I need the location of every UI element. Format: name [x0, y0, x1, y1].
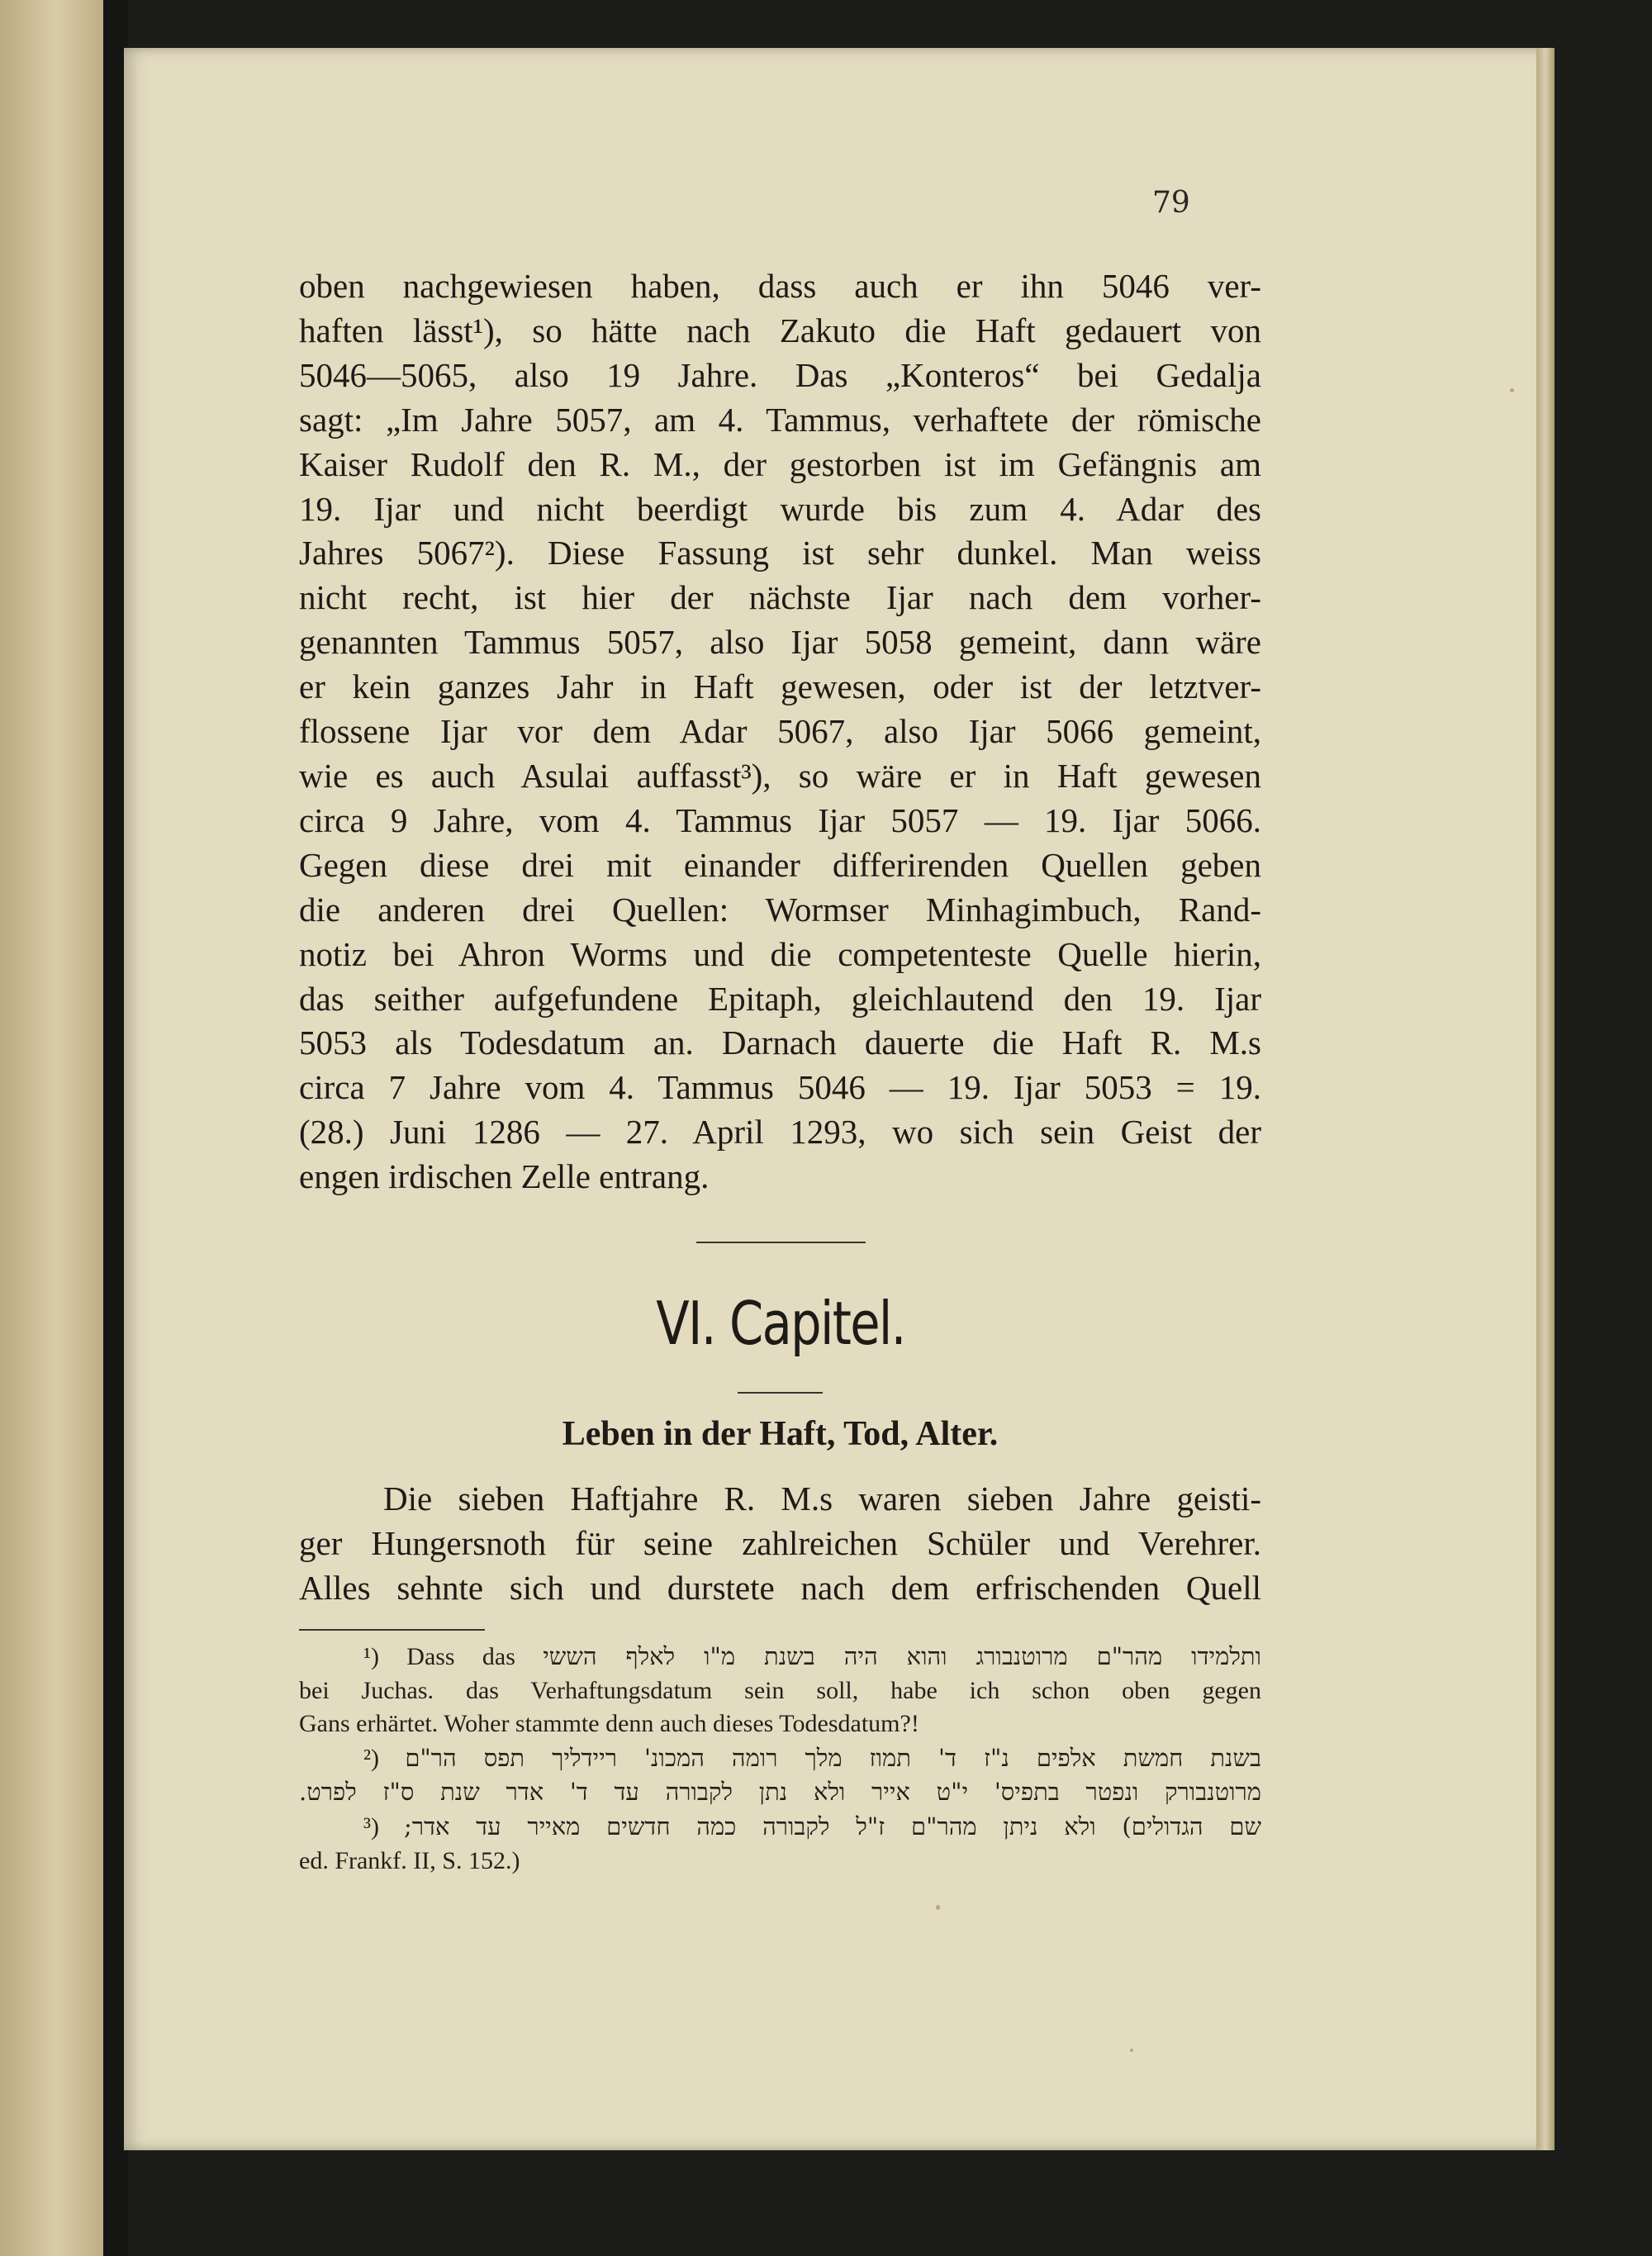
text-line: Kaiser Rudolf den R. M., der gestorben ist im Gefängnis am	[299, 444, 1261, 483]
footnote-divider	[299, 1629, 485, 1631]
footnote-3-line-1	[299, 1810, 1261, 1845]
page-number: 79	[1152, 186, 1190, 220]
text-line: Alles sehnte sich und durstete nach dem erfrischenden Quell	[299, 1569, 1261, 1607]
footnote-3-hebrew: שם הגדולים) ולא ניתן מהר"ם ז"ל לקבורה כמה חדשים מאייר עד אדר;	[404, 1812, 1262, 1840]
text-line: engen irdischen Zelle entrang.	[299, 1157, 710, 1196]
heading-divider	[738, 1392, 823, 1394]
text-line: wie es auch Asulai auffasst³), so wäre er in Haft gewesen	[299, 756, 1261, 795]
paragraph-main	[299, 264, 1261, 1199]
chapter-heading: VI. Capitel.	[656, 1289, 905, 1358]
footnote-2-hebrew-line-1: בשנת חמשת אלפים נ"ז ד' תמוז מלך רומה המכונ' ריידליך תפס הר"ם	[405, 1743, 1261, 1772]
text-line: sagt: „Im Jahre 5057, am 4. Tammus, verhaftete der römische	[299, 400, 1261, 439]
footnote-1-hebrew: ותלמידו מהר"ם מרוטנבורג והוא היה בשנת מ"ו לאלף הששי	[543, 1642, 1261, 1670]
footnote-3-marker: ³)	[363, 1812, 379, 1840]
footnote-2-hebrew-line-2: מרוטנבורק ונפטר בתפיס' י"ט אייר ולא נתן לקבורה עד ד' אדר שנת ס"ז לפרט.	[299, 1778, 1261, 1807]
text-line: ger Hungersnoth für seine zahlreichen Schüler und Verehrer.	[299, 1524, 1261, 1562]
footnote-3-line-2: ed. Frankf. II, S. 152.)	[299, 1846, 520, 1874]
text-line: oben nachgewiesen haben, dass auch er ihn 5046 ver-	[299, 267, 1261, 305]
text-line: die anderen drei Quellen: Wormser Minhagimbuch, Rand-	[299, 890, 1261, 929]
text-line: das seither aufgefundene Epitaph, gleichlautend den 19. Ijar	[299, 979, 1261, 1018]
text-line: er kein ganzes Jahr in Haft gewesen, oder ist der letztver-	[299, 667, 1261, 706]
text-line: genannten Tammus 5057, also Ijar 5058 gemeint, dann wäre	[299, 623, 1261, 662]
section-divider	[696, 1242, 866, 1243]
text-line: Jahres 5067²). Diese Fassung ist sehr dunkel. Man weiss	[299, 534, 1261, 572]
text-line: notiz bei Ahron Worms und die competenteste Quelle hierin,	[299, 934, 1261, 973]
footnote-1-text: Dass das	[406, 1643, 515, 1670]
footnote-1-line-1	[299, 1640, 1261, 1674]
footnote-2-marker: ²)	[363, 1744, 379, 1772]
text-line: 5046—5065, also 19 Jahre. Das „Konteros“ bei Gedalja	[299, 355, 1261, 394]
text-line: 19. Ijar und nicht beerdigt wurde bis zum 4. Adar des	[299, 489, 1261, 528]
left-page-margin	[0, 0, 103, 2256]
text-line: circa 9 Jahre, vom 4. Tammus Ijar 5057 — 19. Ijar 5066.	[299, 800, 1261, 839]
footnote-2-line-2	[299, 1775, 1261, 1810]
footnote-2-line-1	[299, 1741, 1261, 1776]
footnotes	[299, 1640, 1261, 1878]
footnote-1-line-2: bei Juchas. das Verhaftungsdatum sein soll, habe ich schon oben gegen	[299, 1676, 1261, 1704]
paper-spot	[1130, 2049, 1133, 2052]
text-line: Die sieben Haftjahre R. M.s waren sieben Jahre geisti-	[383, 1479, 1261, 1517]
footnote-1-line-3: Gans erhärtet. Woher stammte denn auch dieses Todesdatum?!	[299, 1710, 919, 1738]
text-line: haften lässt¹), so hätte nach Zakuto die Haft gedauert von	[299, 311, 1261, 349]
text-line: (28.) Juni 1286 — 27. April 1293, wo sich sein Geist der	[299, 1113, 1261, 1152]
text-line: flossene Ijar vor dem Adar 5067, also Ijar 5066 gemeint,	[299, 712, 1261, 751]
text-line: circa 7 Jahre vom 4. Tammus 5046 — 19. Ijar 5053 = 19.	[299, 1068, 1261, 1107]
paper-spot	[1510, 388, 1514, 392]
paragraph-chapter-opening	[299, 1476, 1261, 1610]
text-line: Gegen diese drei mit einander differirenden Quellen geben	[299, 845, 1261, 884]
text-line: 5053 als Todesdatum an. Darnach dauerte die Haft R. M.s	[299, 1024, 1261, 1062]
page-fore-edge	[1536, 48, 1555, 2150]
text-line: nicht recht, ist hier der nächste Ijar nach dem vorher-	[299, 578, 1261, 617]
paper-spot	[936, 1905, 940, 1910]
footnote-1-marker: ¹)	[363, 1643, 379, 1670]
section-title: Leben in der Haft, Tod, Alter.	[562, 1415, 999, 1453]
